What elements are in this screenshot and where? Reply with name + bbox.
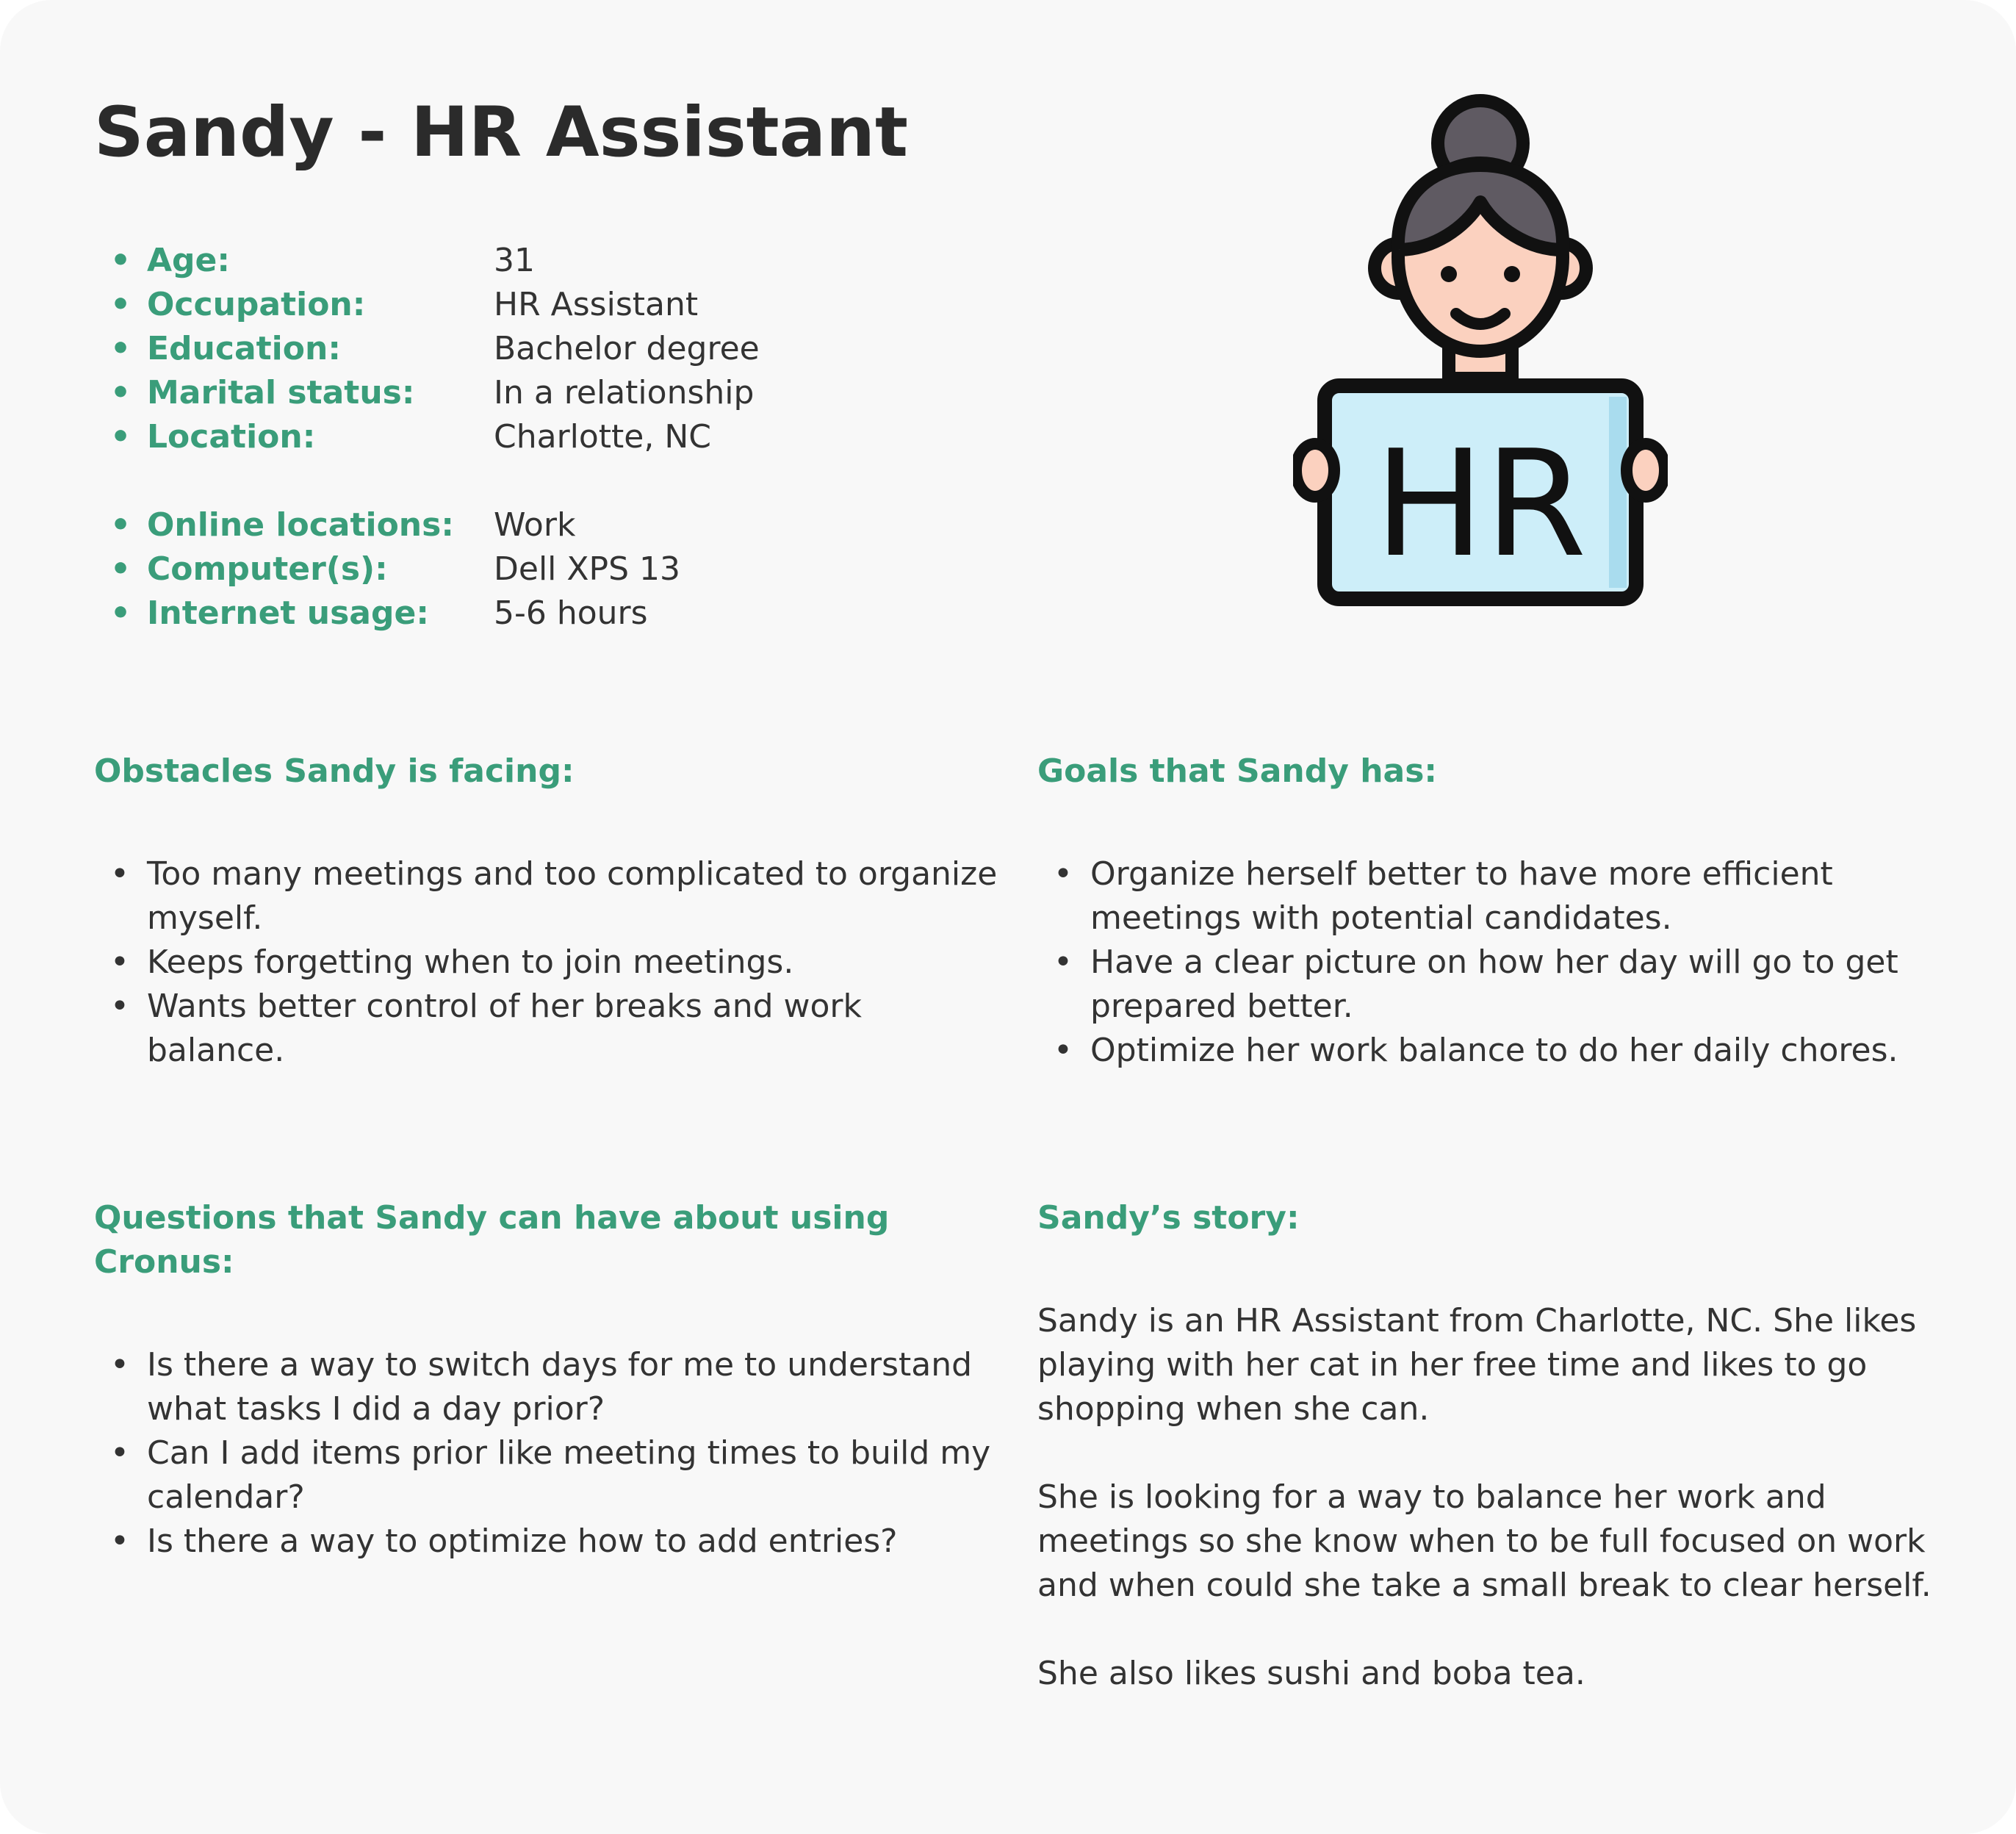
- list-item-text: Is there a way to switch days for me to understand what tasks I did a day prior?: [147, 1346, 973, 1428]
- questions-section: [94, 1196, 998, 1564]
- questions-list: [110, 1343, 998, 1564]
- list-item: [110, 852, 998, 941]
- fact-label: Computer(s):: [147, 550, 388, 588]
- persona-title: Sandy - HR Assistant: [94, 93, 908, 173]
- bullet-icon: •: [1054, 855, 1073, 893]
- fact-label: Age:: [147, 242, 230, 279]
- fact-occupation: [110, 283, 992, 327]
- list-item: [110, 1431, 998, 1520]
- story-paragraph: She also likes sushi and boba tea.: [1037, 1655, 1585, 1692]
- fact-label: Internet usage:: [147, 594, 429, 632]
- fact-online-locations: [110, 503, 992, 547]
- fact-label: Location:: [147, 418, 316, 456]
- demographics-list: [110, 239, 992, 459]
- list-item-text: Have a clear picture on how her day will go to get prepared better.: [1090, 943, 1898, 1025]
- goals-heading: Goals that Sandy has:: [1037, 752, 1438, 790]
- bullet-icon: •: [1054, 943, 1073, 981]
- bullet-icon: •: [110, 330, 132, 367]
- fact-value: In a relationship: [494, 374, 755, 411]
- list-item: [110, 1343, 998, 1431]
- obstacles-heading: Obstacles Sandy is facing:: [94, 752, 575, 790]
- bullet-icon: •: [110, 550, 132, 588]
- fact-value: 31: [494, 242, 535, 279]
- fact-value: Charlotte, NC: [494, 418, 711, 456]
- fact-label: Occupation:: [147, 286, 366, 323]
- goals-section: [1037, 749, 1948, 1073]
- fact-value: 5-6 hours: [494, 594, 648, 632]
- bullet-icon: •: [110, 286, 132, 323]
- list-item: [110, 985, 998, 1073]
- fact-value: Dell XPS 13: [494, 550, 680, 588]
- bullet-icon: •: [110, 1434, 129, 1472]
- list-item: [1054, 1029, 1948, 1073]
- bullet-icon: •: [110, 988, 129, 1025]
- bullet-icon: •: [110, 943, 129, 981]
- bullet-icon: •: [110, 855, 129, 893]
- list-item: [110, 1520, 998, 1564]
- goals-list: [1054, 852, 1948, 1073]
- list-item-text: Is there a way to optimize how to add entries?: [147, 1522, 898, 1560]
- fact-age: [110, 239, 992, 283]
- list-item-text: Can I add items prior like meeting times to build my calendar?: [147, 1434, 991, 1516]
- fact-label: Online locations:: [147, 506, 454, 544]
- story-paragraph: Sandy is an HR Assistant from Charlotte, NC. She likes playing with her cat in her free time and likes to go shopping when she can.: [1037, 1302, 1917, 1428]
- persona-facts: [110, 239, 992, 636]
- bullet-icon: •: [110, 1522, 129, 1560]
- bullet-icon: •: [110, 418, 132, 456]
- fact-internet-usage: [110, 591, 992, 636]
- fact-education: [110, 327, 992, 371]
- bullet-icon: •: [110, 1346, 129, 1384]
- list-item: [1054, 941, 1948, 1029]
- fact-value: Work: [494, 506, 576, 544]
- story-paragraph: She is looking for a way to balance her work and meetings so she know when to be full focused on work and when could she take a small break to clear herself.: [1037, 1478, 1932, 1604]
- bullet-icon: •: [110, 374, 132, 411]
- tech-usage-list: [110, 503, 992, 636]
- story-heading: Sandy’s story:: [1037, 1199, 1300, 1237]
- hr-sign-woman-icon: [1293, 92, 1668, 614]
- fact-label: Marital status:: [147, 374, 415, 411]
- obstacles-section: [94, 749, 998, 1073]
- fact-value: HR Assistant: [494, 286, 699, 323]
- fact-computers: [110, 547, 992, 591]
- bullet-icon: •: [110, 506, 132, 544]
- list-item-text: Too many meetings and too complicated to organize myself.: [147, 855, 998, 937]
- bullet-icon: •: [1054, 1032, 1073, 1069]
- fact-location: [110, 415, 992, 459]
- list-item-text: Keeps forgetting when to join meetings.: [147, 943, 794, 981]
- list-item: [1054, 852, 1948, 941]
- list-item: [110, 941, 998, 985]
- sign-text: HR: [1374, 419, 1587, 590]
- story-section: [1037, 1196, 1934, 1696]
- list-item-text: Optimize her work balance to do her daily chores.: [1090, 1032, 1898, 1069]
- obstacles-list: [110, 852, 998, 1073]
- fact-label: Education:: [147, 330, 341, 367]
- questions-heading: Questions that Sandy can have about using Cronus:: [94, 1199, 890, 1281]
- fact-marital-status: [110, 371, 992, 415]
- bullet-icon: •: [110, 594, 132, 632]
- story-body: [1037, 1299, 1934, 1696]
- list-item-text: Wants better control of her breaks and work balance.: [147, 988, 863, 1069]
- list-item-text: Organize herself better to have more efficient meetings with potential candidates.: [1090, 855, 1833, 937]
- bullet-icon: •: [110, 242, 132, 279]
- fact-value: Bachelor degree: [494, 330, 760, 367]
